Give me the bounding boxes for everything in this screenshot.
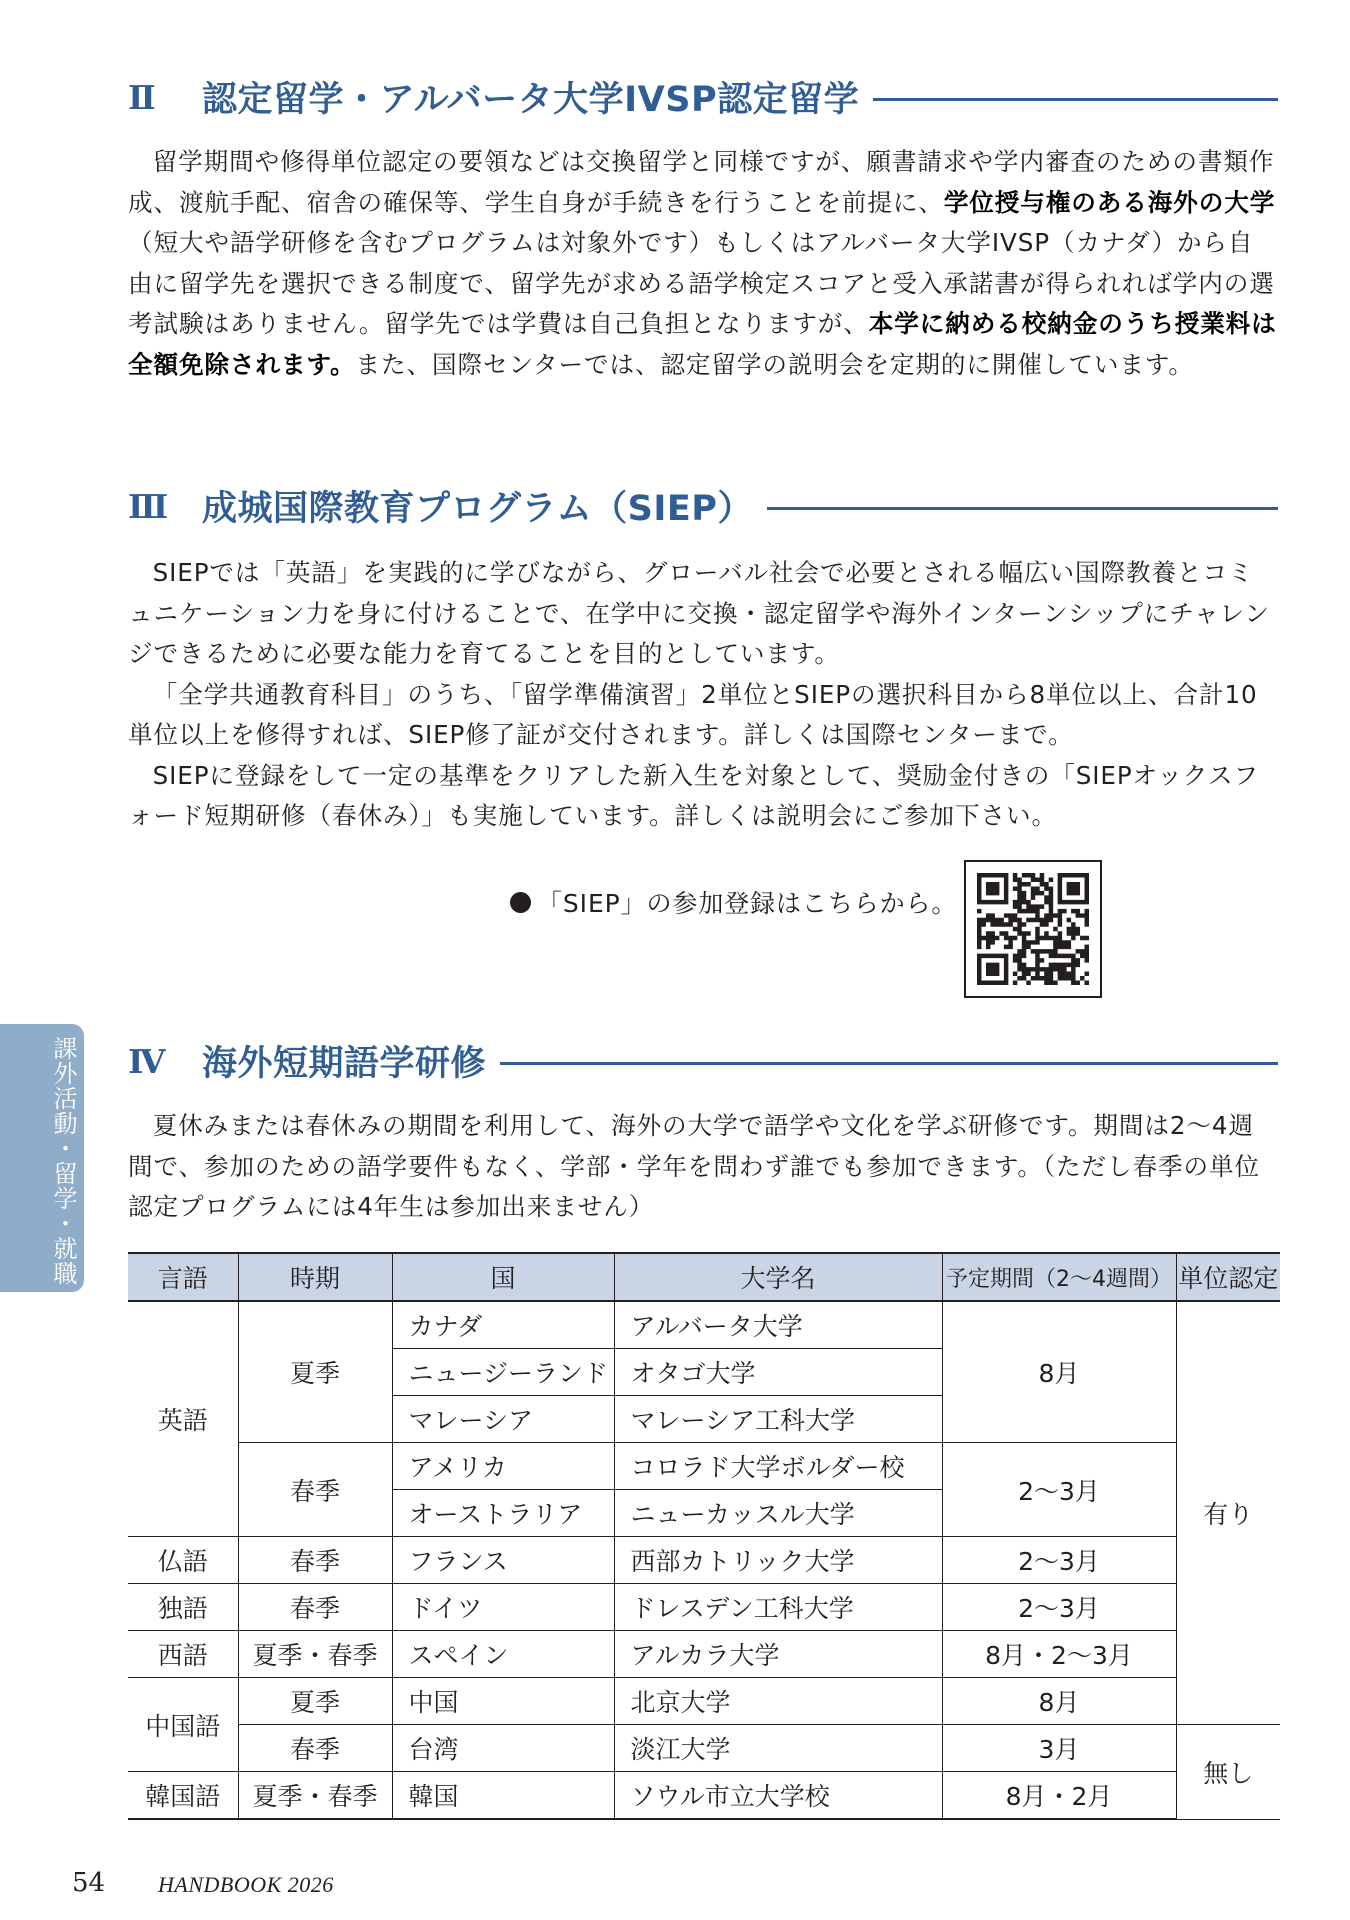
- university-cell: マレーシア工科大学: [614, 1396, 942, 1443]
- university-cell: アルバータ大学: [614, 1301, 942, 1349]
- period-cell: 8月・2月: [942, 1772, 1176, 1820]
- siep-registration-label: 「SIEP」の参加登録はこちらから。: [537, 889, 958, 918]
- column-header: 時期: [238, 1253, 392, 1301]
- side-index-label: 課外活動・留学・就職: [49, 1036, 77, 1286]
- language-cell: 中国語: [128, 1678, 238, 1772]
- country-cell: フランス: [392, 1537, 614, 1584]
- text: （短大や語学研修を含むプログラムは対象外です）もしくはアルバータ大学IVSP（カナダ）から自由に留学先を選択できる制度で、留学先が求める語学検定スコアと受入承諾書が得られれば学内の選考試験はありません。留学先では学費は自己負担となりますが、: [128, 228, 1275, 338]
- section-number: Ⅳ: [128, 1041, 165, 1081]
- section-2-heading: [128, 72, 1278, 122]
- period-cell: 2～3月: [942, 1584, 1176, 1631]
- season-cell: 夏季・春季: [238, 1631, 392, 1678]
- season-cell: 夏季: [238, 1301, 392, 1443]
- season-cell: 春季: [238, 1584, 392, 1631]
- section-4-body: [128, 1106, 1278, 1228]
- side-index-tab: [0, 1024, 84, 1292]
- qr-code-icon: [977, 873, 1089, 985]
- period-cell: 8月: [942, 1301, 1176, 1443]
- language-cell: 仏語: [128, 1537, 238, 1584]
- period-cell: 8月・2～3月: [942, 1631, 1176, 1678]
- heading-rule: [767, 507, 1278, 510]
- country-cell: ドイツ: [392, 1584, 614, 1631]
- country-cell: スペイン: [392, 1631, 614, 1678]
- country-cell: 台湾: [392, 1725, 614, 1772]
- period-cell: 3月: [942, 1725, 1176, 1772]
- country-cell: カナダ: [392, 1301, 614, 1349]
- season-cell: 夏季・春季: [238, 1772, 392, 1820]
- country-cell: ニュージーランド: [392, 1349, 614, 1396]
- season-cell: 春季: [238, 1725, 392, 1772]
- table-row: [128, 1631, 1280, 1678]
- language-cell: 英語: [128, 1301, 238, 1537]
- paragraph: SIEPに登録をして一定の基準をクリアした新入生を対象として、奨励金付きの「SIEPオックスフォード短期研修（春休み）」も実施しています。詳しくは説明会にご参加下さい。: [128, 760, 1260, 830]
- siep-registration-note: [510, 884, 957, 920]
- bold-text: 本学に納める校納金のうち授業料は全額免除されます。: [128, 309, 1277, 379]
- period-cell: 8月: [942, 1678, 1176, 1725]
- column-header: 大学名: [614, 1253, 942, 1301]
- section-number: Ⅱ: [128, 77, 155, 117]
- season-cell: 夏季: [238, 1678, 392, 1725]
- section-title: 成城国際教育プログラム（SIEP）: [202, 489, 753, 529]
- university-cell: 北京大学: [614, 1678, 942, 1725]
- table-header-row: [128, 1253, 1280, 1301]
- table-row: [128, 1537, 1280, 1584]
- table-row: [128, 1725, 1280, 1772]
- siep-qr-code[interactable]: [964, 860, 1102, 998]
- paragraph: 夏休みまたは春休みの期間を利用して、海外の大学で語学や文化を学ぶ研修です。期間は2～4週間で、参加のための語学要件もなく、学部・学年を問わず誰でも参加できます。（ただし春季の単位認定プログラムには4年生は参加出来ません）: [128, 1111, 1260, 1221]
- section-3-body: [128, 553, 1278, 837]
- country-cell: マレーシア: [392, 1396, 614, 1443]
- country-cell: 中国: [392, 1678, 614, 1725]
- text: 留学期間や修得単位認定の要領などは交換留学と同様ですが、願書請求や学内審査のための書類作成、渡航手配、宿舎の確保等、学生自身が手続きを行うことを前提に、: [128, 147, 1275, 217]
- table-row: [128, 1678, 1280, 1725]
- country-cell: アメリカ: [392, 1443, 614, 1490]
- language-program-table: [128, 1252, 1280, 1820]
- paragraph: [128, 142, 1278, 385]
- university-cell: オタゴ大学: [614, 1349, 942, 1396]
- section-title: 認定留学・アルバータ大学IVSP認定留学: [202, 80, 860, 120]
- table-row: [128, 1772, 1280, 1820]
- period-cell: 2～3月: [942, 1537, 1176, 1584]
- university-cell: ニューカッスル大学: [614, 1490, 942, 1537]
- language-cell: 西語: [128, 1631, 238, 1678]
- credit-cell: 無し: [1176, 1725, 1280, 1820]
- section-2-body: [128, 142, 1278, 385]
- heading-rule: [500, 1062, 1278, 1065]
- paragraph: 「全学共通教育科目」のうち、「留学準備演習」2単位とSIEPの選択科目から8単位以上、合計10単位以上を修得すれば、SIEP修了証が交付されます。詳しくは国際センターまで。: [128, 679, 1258, 749]
- heading-rule: [873, 98, 1278, 101]
- section-4-heading: [128, 1036, 1278, 1086]
- university-cell: アルカラ大学: [614, 1631, 942, 1678]
- language-cell: 韓国語: [128, 1772, 238, 1820]
- paragraph: SIEPでは「英語」を実践的に学びながら、グローバル社会で必要とされる幅広い国際教養とコミュニケーション力を身に付けることで、在学中に交換・認定留学や海外インターンシップにチャレンジできるために必要な能力を育てることを目的としています。: [128, 558, 1270, 668]
- table-row: [128, 1301, 1280, 1349]
- page-number: 54: [72, 1868, 106, 1898]
- university-cell: 西部カトリック大学: [614, 1537, 942, 1584]
- section-title: 海外短期語学研修: [202, 1044, 487, 1084]
- language-cell: 独語: [128, 1584, 238, 1631]
- table-row: [128, 1584, 1280, 1631]
- credit-cell: 有り: [1176, 1301, 1280, 1725]
- university-cell: ソウル市立大学校: [614, 1772, 942, 1820]
- table-row: [128, 1443, 1280, 1490]
- season-cell: 春季: [238, 1537, 392, 1584]
- section-number: Ⅲ: [128, 486, 168, 526]
- university-cell: コロラド大学ボルダー校: [614, 1443, 942, 1490]
- section-3-heading: [128, 481, 1278, 531]
- university-cell: ドレスデン工科大学: [614, 1584, 942, 1631]
- university-cell: 淡江大学: [614, 1725, 942, 1772]
- column-header: 国: [392, 1253, 614, 1301]
- text: また、国際センターでは、認定留学の説明会を定期的に開催しています。: [355, 349, 1194, 379]
- season-cell: 春季: [238, 1443, 392, 1537]
- bullet-icon: [510, 892, 531, 913]
- period-cell: 2～3月: [942, 1443, 1176, 1537]
- bold-text: 学位授与権のある海外の大学: [943, 187, 1276, 217]
- country-cell: オーストラリア: [392, 1490, 614, 1537]
- column-header: 予定期間（2～4週間）: [942, 1253, 1176, 1301]
- country-cell: 韓国: [392, 1772, 614, 1820]
- column-header: 単位認定: [1176, 1253, 1280, 1301]
- column-header: 言語: [128, 1253, 238, 1301]
- handbook-title: HANDBOOK 2026: [158, 1872, 334, 1897]
